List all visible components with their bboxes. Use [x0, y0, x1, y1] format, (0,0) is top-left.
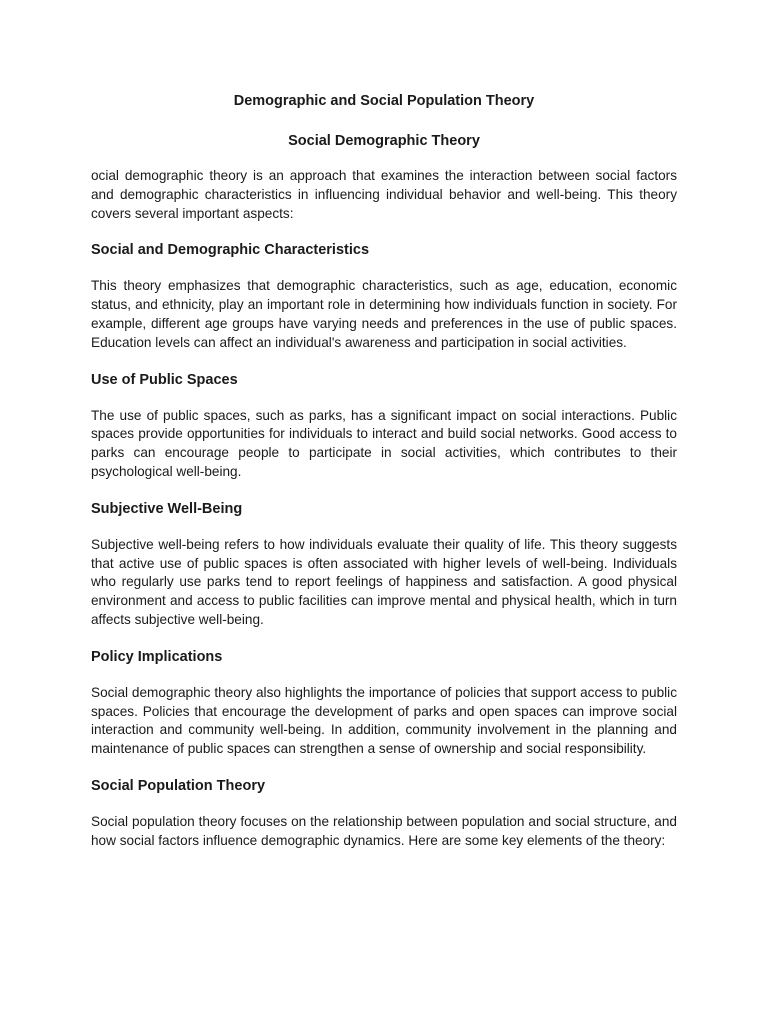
section-heading-well-being: Subjective Well-Being	[91, 500, 243, 517]
section-body-public-spaces: The use of public spaces, such as parks, has a significant impact on social interactions. Public spaces provide opportunities for individuals to interact and build social networks. Good access to parks can encourage people to participate in social activities, which contributes to their psychological well-being.	[91, 407, 677, 479]
document-subtitle: Social Demographic Theory	[288, 133, 480, 149]
section-heading-social-population: Social Population Theory	[91, 777, 266, 794]
section-heading-public-spaces: Use of Public Spaces	[91, 371, 238, 388]
section-body-well-being: Subjective well-being refers to how individuals evaluate their quality of life. This theory suggests that active use of public spaces is often associated with higher levels of well-being. Individuals who regularly use parks tend to report feelings of happiness and satisfaction. A good physical environment and access to public facilities can improve mental and physical health, which in turn affects subjective well-being.	[91, 536, 677, 627]
document-content	[91, 91, 677, 868]
section-body-policy: Social demographic theory also highlights the importance of policies that support access to public spaces. Policies that encourage the development of parks and open spaces can improve social interaction and community well-being. In addition, community involvement in the planning and maintenance of public spaces can strengthen a sense of ownership and social responsibility.	[91, 684, 677, 757]
intro-paragraph: ocial demographic theory is an approach that examines the interaction between social factors and demographic characteristics in influencing individual behavior and well-being. This theory covers several important aspects:	[91, 168, 677, 221]
document-title: Demographic and Social Population Theory	[233, 93, 535, 109]
section-heading-characteristics: Social and Demographic Characteristics	[91, 242, 370, 259]
section-body-characteristics: This theory emphasizes that demographic characteristics, such as age, education, economic status, and ethnicity, play an important role in determining how individuals function in society. For example, different age groups have varying needs and preferences in the use of public spaces. Education levels can affect an individual's awareness and participation in social activities.	[91, 278, 677, 350]
section-body-social-population: Social population theory focuses on the relationship between population and social structure, and how social factors influence demographic dynamics. Here are some key elements of the theory:	[91, 813, 677, 848]
section-heading-policy: Policy Implications	[91, 648, 223, 665]
